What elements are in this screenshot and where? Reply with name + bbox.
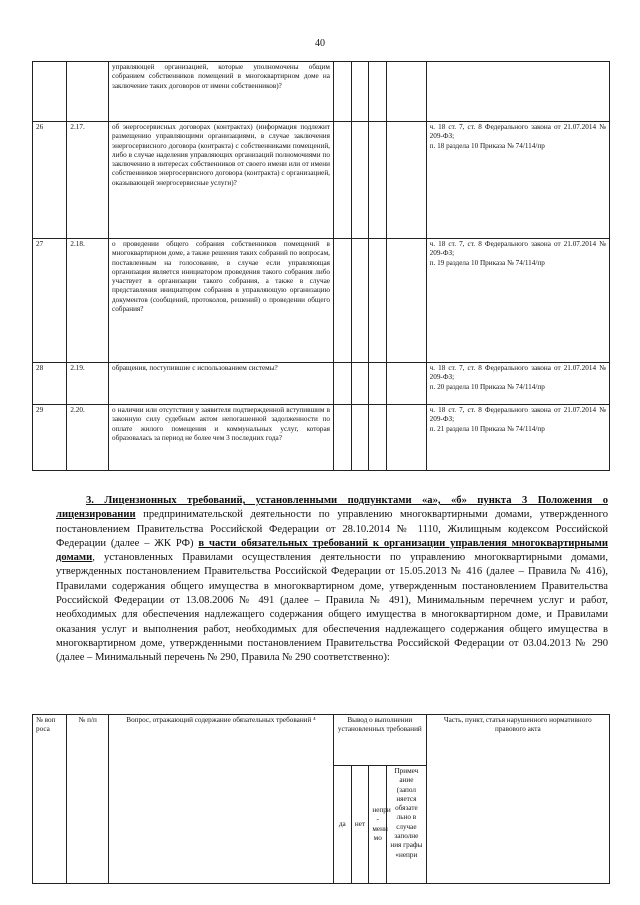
- yes-cell: [333, 363, 351, 405]
- yes-cell: [333, 405, 351, 471]
- section-3-paragraph: [56, 494, 608, 666]
- question-text-cell: об энергосервисных договорах (контрактах) (информация подлежит размещению управляющими организациями, в случае заключения энергосервисного договора (контракта) с собственниками помещений, либо в случае наделения управляющих организаций полномочиями по заключению в интересах собственников от своего имени или от имени собственников энергосервисного договора (контракта) с организацией, оказывающей энергосервисные услуги)?: [109, 122, 334, 239]
- not-applicable-cell: [369, 239, 387, 363]
- no-cell: [351, 239, 369, 363]
- header-result: Вывод о выполнении установленных требований: [333, 715, 426, 766]
- question-number-cell: [33, 62, 67, 122]
- note-cell: [387, 62, 427, 122]
- reference-line: п. 21 раздела 10 Приказа № 74/114/пр: [429, 424, 545, 433]
- table-row: [33, 363, 610, 405]
- item-number-cell: [67, 62, 109, 122]
- page-number: 40: [315, 38, 325, 49]
- yes-cell: [333, 62, 351, 122]
- requirements-table-continued: [32, 61, 610, 471]
- note-cell: [387, 363, 427, 405]
- no-cell: [351, 62, 369, 122]
- question-number-cell: 29: [33, 405, 67, 471]
- reference-line: п. 19 раздела 10 Приказа № 74/114/пр: [429, 258, 545, 267]
- item-number-cell: 2.18.: [67, 239, 109, 363]
- not-applicable-cell: [369, 405, 387, 471]
- item-number-cell: 2.20.: [67, 405, 109, 471]
- note-cell: [387, 239, 427, 363]
- question-number-cell: 26: [33, 122, 67, 239]
- question-number-cell: 28: [33, 363, 67, 405]
- header-item-number: № п/п: [67, 715, 109, 884]
- header-yes: да: [333, 766, 351, 884]
- requirements-table-header: [32, 714, 610, 884]
- item-number-cell: 2.19.: [67, 363, 109, 405]
- section-heading: 3. Лицензионных требований, установленными подпунктами «а», «б» пункта 3 Положения о лицензировании: [56, 495, 608, 521]
- table-row: [33, 405, 610, 471]
- reference-line: ч. 18 ст. 7, ст. 8 Федерального закона от 21.07.2014 № 209-ФЗ;: [429, 240, 606, 258]
- question-text-cell: о проведении общего собрания собственников помещений в многоквартирном доме, а также решения таких собраний по вопросам, поставленным на голосование, в случае если управляющая организация является инициатором проведения такого собрания либо участвует в организации такого собрания, а также в случае представления инициатором собрания в управляющую организацию документов (сообщений, протоколов, решений) о проведении общего собрания?: [109, 239, 334, 363]
- header-question-number: № воп роса: [33, 715, 67, 884]
- reference-line: ч. 18 ст. 7, ст. 8 Федерального закона от 21.07.2014 № 209-ФЗ;: [429, 364, 606, 382]
- reference-line: п. 20 раздела 10 Приказа № 74/114/пр: [429, 382, 545, 391]
- not-applicable-cell: [369, 62, 387, 122]
- yes-cell: [333, 122, 351, 239]
- question-text-cell: о наличии или отсутствии у заявителя подтвержденной вступившим в законную силу судебным актом непогашенной задолженности по оплате жилого помещения и коммунальных услуг, которая образовалась за период не более чем 3 последних года?: [109, 405, 334, 471]
- reference-cell: [426, 239, 609, 363]
- no-cell: [351, 363, 369, 405]
- table-row: [33, 62, 610, 122]
- header-no: нет: [351, 766, 369, 884]
- reference-cell: [426, 122, 609, 239]
- reference-cell: [426, 405, 609, 471]
- no-cell: [351, 405, 369, 471]
- yes-cell: [333, 239, 351, 363]
- question-text-cell: управляющей организацией, которые уполномочены общим собранием собственников помещений в многоквартирном доме на заключение таких договоров от имени собственников)?: [109, 62, 334, 122]
- section-emphasis: в части обязательных требований к организации управления многоквартирными домами: [56, 537, 608, 564]
- reference-line: ч. 18 ст. 7, ст. 8 Федерального закона от 21.07.2014 № 209-ФЗ;: [429, 406, 606, 424]
- table-row: [33, 122, 610, 239]
- question-number-cell: 27: [33, 239, 67, 363]
- header-not-applicable: непри - мени мо: [369, 766, 387, 884]
- section-text-part1: предпринимательской деятельности по управлению многоквартирными домами, утвержденного постановлением Правительства Российской Федерации от 28.10.2014 № 1110, Жилищным кодексом Российской Федерации (далее – ЖК РФ): [56, 509, 608, 549]
- note-cell: [387, 122, 427, 239]
- item-number-cell: 2.17.: [67, 122, 109, 239]
- question-text-cell: обращения, поступившие с использованием системы?: [109, 363, 334, 405]
- reference-line: п. 18 раздела 10 Приказа № 74/114/пр: [429, 141, 545, 150]
- not-applicable-cell: [369, 363, 387, 405]
- reference-cell: [426, 62, 609, 122]
- table-row: [33, 239, 610, 363]
- header-reference: Часть, пункт, статья нарушенного нормативного правового акта: [426, 715, 609, 884]
- header-note: Примеч ание (запол няется обязате льно в случае заполне ния графы «непри: [387, 766, 427, 884]
- note-cell: [387, 405, 427, 471]
- section-text-part3: , установленных Правилами осуществления деятельности по управлению многоквартирными домами, утвержденных постановлением Правительства Российской Федерации от 15.05.2013 № 416 (далее – Правила № 416), Правилами содержания общего имущества в многоквартирном доме, утвержденным постановлением Правительства Российской Федерации от 13.08.2006 № 491 (далее – Правила № 491), Минимальным перечнем услуг и работ, необходимых для обеспечения надлежащего содержания общего имущества в многоквартирном доме, и Правилами оказания услуг и выполнения работ, необходимых для обеспечения надлежащего содержания общего имущества в многоквартирном доме, утвержденными постановлением Правительства Российской Федерации от 03.04.2013 № 290 (далее – Минимальный перечень № 290, Правила № 290 соответственно):: [56, 552, 608, 664]
- reference-cell: [426, 363, 609, 405]
- header-question: Вопрос, отражающий содержание обязательных требований ⁴: [109, 715, 334, 884]
- not-applicable-cell: [369, 122, 387, 239]
- reference-line: ч. 18 ст. 7, ст. 8 Федерального закона от 21.07.2014 № 209-ФЗ;: [429, 123, 606, 141]
- no-cell: [351, 122, 369, 239]
